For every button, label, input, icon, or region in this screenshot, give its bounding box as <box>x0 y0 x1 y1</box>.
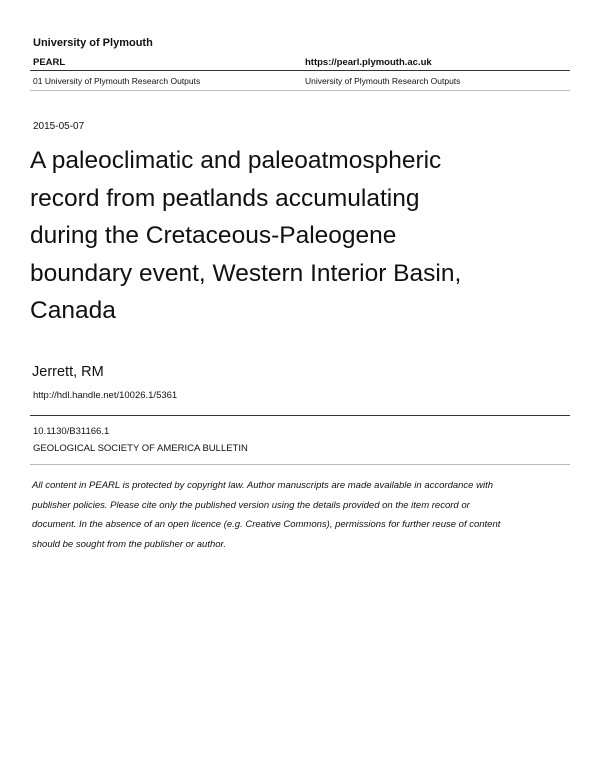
notice-line: should be sought from the publisher or author. <box>32 538 226 550</box>
institution-name: University of Plymouth <box>33 37 153 49</box>
title-line: boundary event, Western Interior Basin, <box>30 259 462 287</box>
notice-divider <box>30 464 570 465</box>
notice-line: All content in PEARL is protected by copyright law. Author manuscripts are made available in accordance with <box>32 480 493 491</box>
doi: 10.1130/B31166.1 <box>33 426 110 437</box>
header-bottom-divider <box>30 90 570 91</box>
collection-left: 01 University of Plymouth Research Outputs <box>33 76 201 86</box>
journal-name: GEOLOGICAL SOCIETY OF AMERICA BULLETIN <box>33 443 248 454</box>
author-name: Jerrett, RM <box>32 364 104 380</box>
title-line: record from peatlands accumulating <box>30 184 420 212</box>
publication-date: 2015-05-07 <box>33 121 85 132</box>
repository-name: PEARL <box>33 57 66 68</box>
notice-line: publisher policies. Please cite only the published version using the details provided on the item record or <box>32 499 470 511</box>
header-divider <box>30 70 570 71</box>
record-divider <box>30 415 570 416</box>
title-line: during the Cretaceous-Paleogene <box>30 222 397 249</box>
collection-right: University of Plymouth Research Outputs <box>305 76 461 86</box>
copyright-notice <box>32 476 572 554</box>
paper-title <box>30 142 550 330</box>
notice-line: document. In the absence of an open licence (e.g. Creative Commons), permissions for further reuse of content <box>32 519 501 530</box>
repository-url[interactable]: https://pearl.plymouth.ac.uk <box>305 57 432 68</box>
handle-link[interactable]: http://hdl.handle.net/10026.1/5361 <box>33 390 178 401</box>
title-line: A paleoclimatic and paleoatmospheric <box>30 147 442 174</box>
title-line: Canada <box>30 297 116 324</box>
